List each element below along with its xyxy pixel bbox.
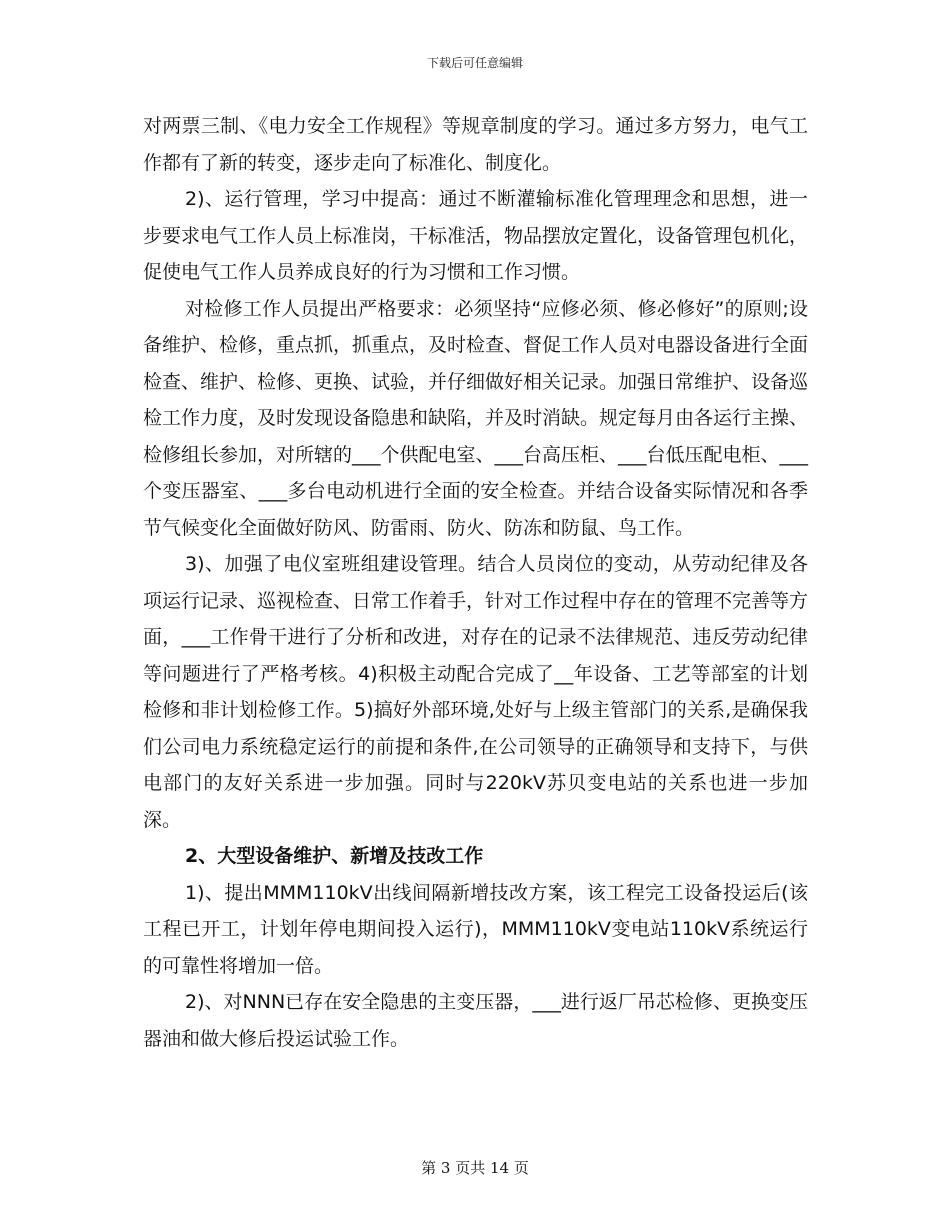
paragraph: 对检修工作人员提出严格要求：必须坚持“应修必须、修必修好”的原则;设备维护、检修，重点抓，抓重点，及时检查、督促工作人员对电器设备进行全面检查、维护、检修、更换、试验，并仔细做好相关记录。加强日常维护、设备巡检工作力度，及时发现设备隐患和缺陷，并及时消缺。规定每月由各运行主操、检修组长参加，对所辖的___个供配电室、___台高压柜、___台低压配电柜、___个变压器室、___多台电动机进行全面的安全检查。并结合设备实际情况和各季节气候变化全面做好防风、防雷雨、防火、防冻和防鼠、鸟工作。 xyxy=(143,297,809,539)
paragraph: 3)、加强了电仪室班组建设管理。结合人员岗位的变动，从劳动纪律及各项运行记录、巡视检查、日常工作着手，针对工作过程中存在的管理不完善等方面，___工作骨干进行了分析和改进，对存在的记录不法律规范、违反劳动纪律等问题进行了严格考核。4)积极主动配合完成了__年设备、工艺等部室的计划检修和非计划检修工作。5)搞好外部环境,处好与上级主管部门的关系,是确保我们公司电力系统稳定运行的前提和条件,在公司领导的正确领导和支持下，与供电部门的友好关系进一步加强。同时与220kV苏贝变电站的关系也进一步加深。 xyxy=(143,553,809,831)
paragraph: 1)、提出MMM110kV出线间隔新增技改方案，该工程完工设备投运后(该工程已开工，计划年停电期间投入运行)，MMM110kV变电站110kV系统运行的可靠性将增加一倍。 xyxy=(143,881,808,977)
paragraph: 对两票三制、《电力安全工作规程》等规章制度的学习。通过多方努力，电气工作都有了新的转变，逐步走向了标准化、制度化。 xyxy=(143,115,808,174)
page-number: 第 3 页共 14 页 xyxy=(421,1159,529,1177)
page-header: 下载后可任意编辑 xyxy=(426,56,523,70)
section-heading: 2、大型设备维护、新增及技改工作 xyxy=(185,845,484,867)
paragraph: 2)、对NNN已存在安全隐患的主变压器，___进行返厂吊芯检修、更换变压器油和做大修后投运试验工作。 xyxy=(143,991,808,1050)
document-body xyxy=(143,108,808,1057)
paragraph: 2)、运行管理，学习中提高：通过不断灌输标准化管理理念和思想，进一步要求电气工作人员上标准岗，干标准活，物品摆放定置化，设备管理包机化，促使电气工作人员养成良好的行为习惯和工作习惯。 xyxy=(143,188,809,283)
